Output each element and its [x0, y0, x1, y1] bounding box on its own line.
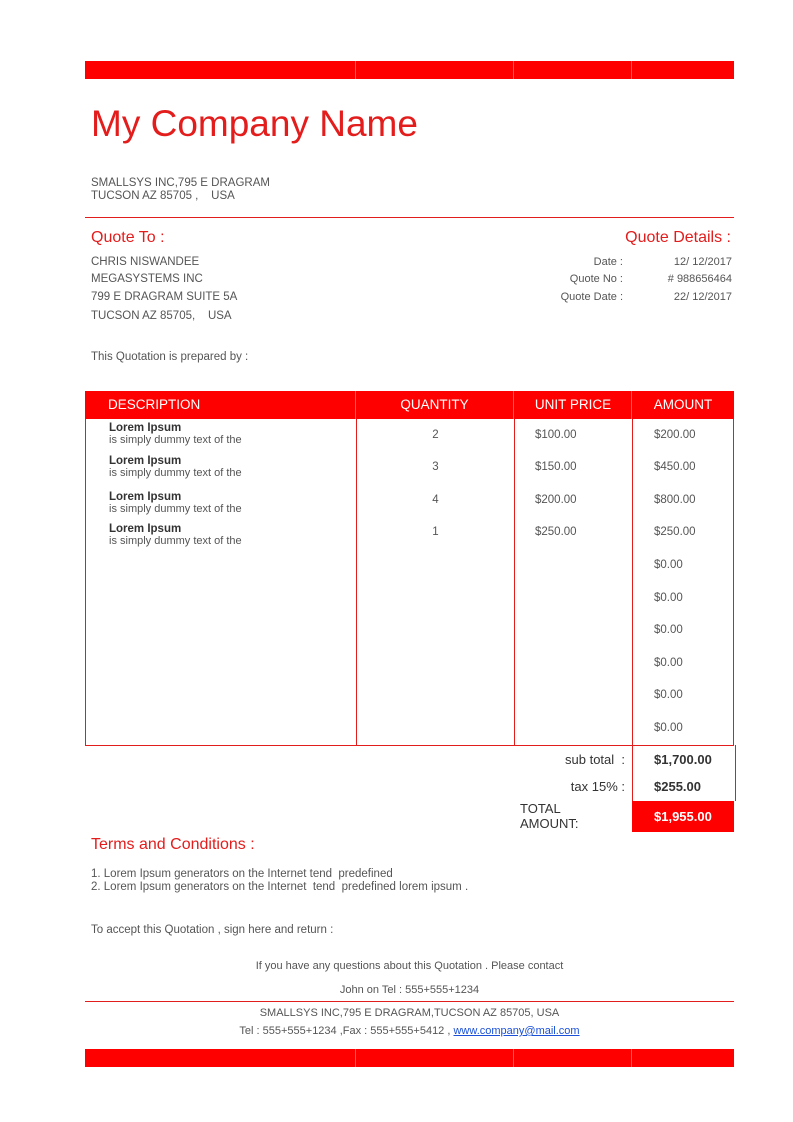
- quote-detail-label: Quote Date :: [560, 291, 623, 303]
- quote-to-title: Quote To :: [91, 229, 165, 246]
- item-unit-price: $200.00: [535, 494, 577, 506]
- items-table: [85, 391, 734, 746]
- company-address-line1: SMALLSYS INC,795 E DRAGRAM: [91, 177, 270, 189]
- table-row: [109, 455, 242, 479]
- quote-to-line: CHRIS NISWANDEE: [91, 256, 200, 268]
- header-unit-price: UNIT PRICE: [534, 397, 612, 412]
- quote-to-line: TUCSON AZ 85705, USA: [91, 310, 232, 322]
- item-amount: $0.00: [654, 559, 683, 571]
- quote-detail-value: 22/ 12/2017: [673, 291, 732, 303]
- item-qty: 4: [432, 494, 439, 506]
- accept-text: To accept this Quotation , sign here and return :: [91, 924, 334, 936]
- item-amount: $0.00: [654, 689, 683, 701]
- item-unit-price: $250.00: [535, 526, 577, 538]
- item-amount: $0.00: [654, 624, 683, 636]
- column-divider: [514, 419, 515, 746]
- subtotal-value: $1,700.00: [654, 752, 712, 767]
- total-amount-label: TOTAL AMOUNT:: [520, 801, 579, 831]
- header-description: DESCRIPTION: [108, 397, 201, 412]
- item-amount: $250.00: [654, 526, 696, 538]
- quote-detail-value: # 988656464: [667, 273, 732, 285]
- footer-tel-fax: [85, 1025, 734, 1037]
- item-title: Lorem Ipsum: [109, 523, 182, 535]
- table-header: [85, 391, 734, 419]
- item-title: Lorem Ipsum: [109, 422, 182, 434]
- total-amount-value: $1,955.00: [654, 809, 712, 824]
- item-desc: is simply dummy text of the: [109, 503, 242, 515]
- item-qty: 3: [432, 461, 439, 473]
- footer-divider: [85, 1001, 734, 1002]
- footer-address: SMALLSYS INC,795 E DRAGRAM,TUCSON AZ 85705, USA: [259, 1007, 560, 1019]
- item-unit-price: $100.00: [535, 429, 577, 441]
- footer-questions: If you have any questions about this Quotation . Please contact: [255, 960, 564, 972]
- item-desc: is simply dummy text of the: [109, 535, 242, 547]
- tax-value: $255.00: [654, 779, 701, 794]
- footer-tel-fax-text: Tel : 555+555+1234 ,Fax : 555+555+5412 ,: [239, 1025, 454, 1037]
- table-row: [109, 491, 242, 515]
- item-title: Lorem Ipsum: [109, 455, 182, 467]
- quote-detail-label: Quote No :: [569, 273, 623, 285]
- header-quantity: QUANTITY: [400, 397, 469, 412]
- terms-line: 2. Lorem Ipsum generators on the Internet tend predefined lorem ipsum .: [91, 881, 469, 893]
- header-amount: AMOUNT: [653, 397, 713, 412]
- quote-detail-label: Date :: [593, 256, 623, 268]
- table-row: [109, 422, 242, 446]
- item-amount: $200.00: [654, 429, 696, 441]
- item-amount: $800.00: [654, 494, 696, 506]
- total-amount-box: [632, 801, 734, 832]
- bottom-accent-bar: [85, 1049, 734, 1067]
- item-amount: $0.00: [654, 592, 683, 604]
- item-amount: $0.00: [654, 722, 683, 734]
- quote-details-title: Quote Details :: [625, 229, 731, 246]
- prepared-by-text: This Quotation is prepared by :: [91, 351, 249, 363]
- item-unit-price: $150.00: [535, 461, 577, 473]
- top-accent-bar: [85, 61, 734, 79]
- terms-title: Terms and Conditions :: [91, 836, 255, 853]
- header-divider: [85, 217, 734, 218]
- tax-label: tax 15% :: [570, 779, 625, 794]
- footer-email-link[interactable]: www.company@mail.com: [453, 1025, 580, 1037]
- table-row: [109, 523, 242, 547]
- subtotal-label: sub total :: [565, 752, 625, 767]
- item-amount: $450.00: [654, 461, 696, 473]
- quote-detail-value: 12/ 12/2017: [673, 256, 732, 268]
- item-qty: 2: [432, 429, 439, 441]
- quote-to-line: 799 E DRAGRAM SUITE 5A: [91, 291, 238, 303]
- column-divider: [632, 419, 633, 746]
- footer-contact: John on Tel : 555+555+1234: [339, 984, 480, 996]
- company-name: My Company Name: [91, 103, 418, 144]
- item-qty: 1: [432, 526, 439, 538]
- terms-line: 1. Lorem Ipsum generators on the Internet tend predefined: [91, 868, 393, 880]
- item-desc: is simply dummy text of the: [109, 467, 242, 479]
- item-amount: $0.00: [654, 657, 683, 669]
- item-title: Lorem Ipsum: [109, 491, 182, 503]
- item-desc: is simply dummy text of the: [109, 434, 242, 446]
- company-address-line2: TUCSON AZ 85705 , USA: [91, 190, 235, 202]
- quote-to-line: MEGASYSTEMS INC: [91, 273, 203, 285]
